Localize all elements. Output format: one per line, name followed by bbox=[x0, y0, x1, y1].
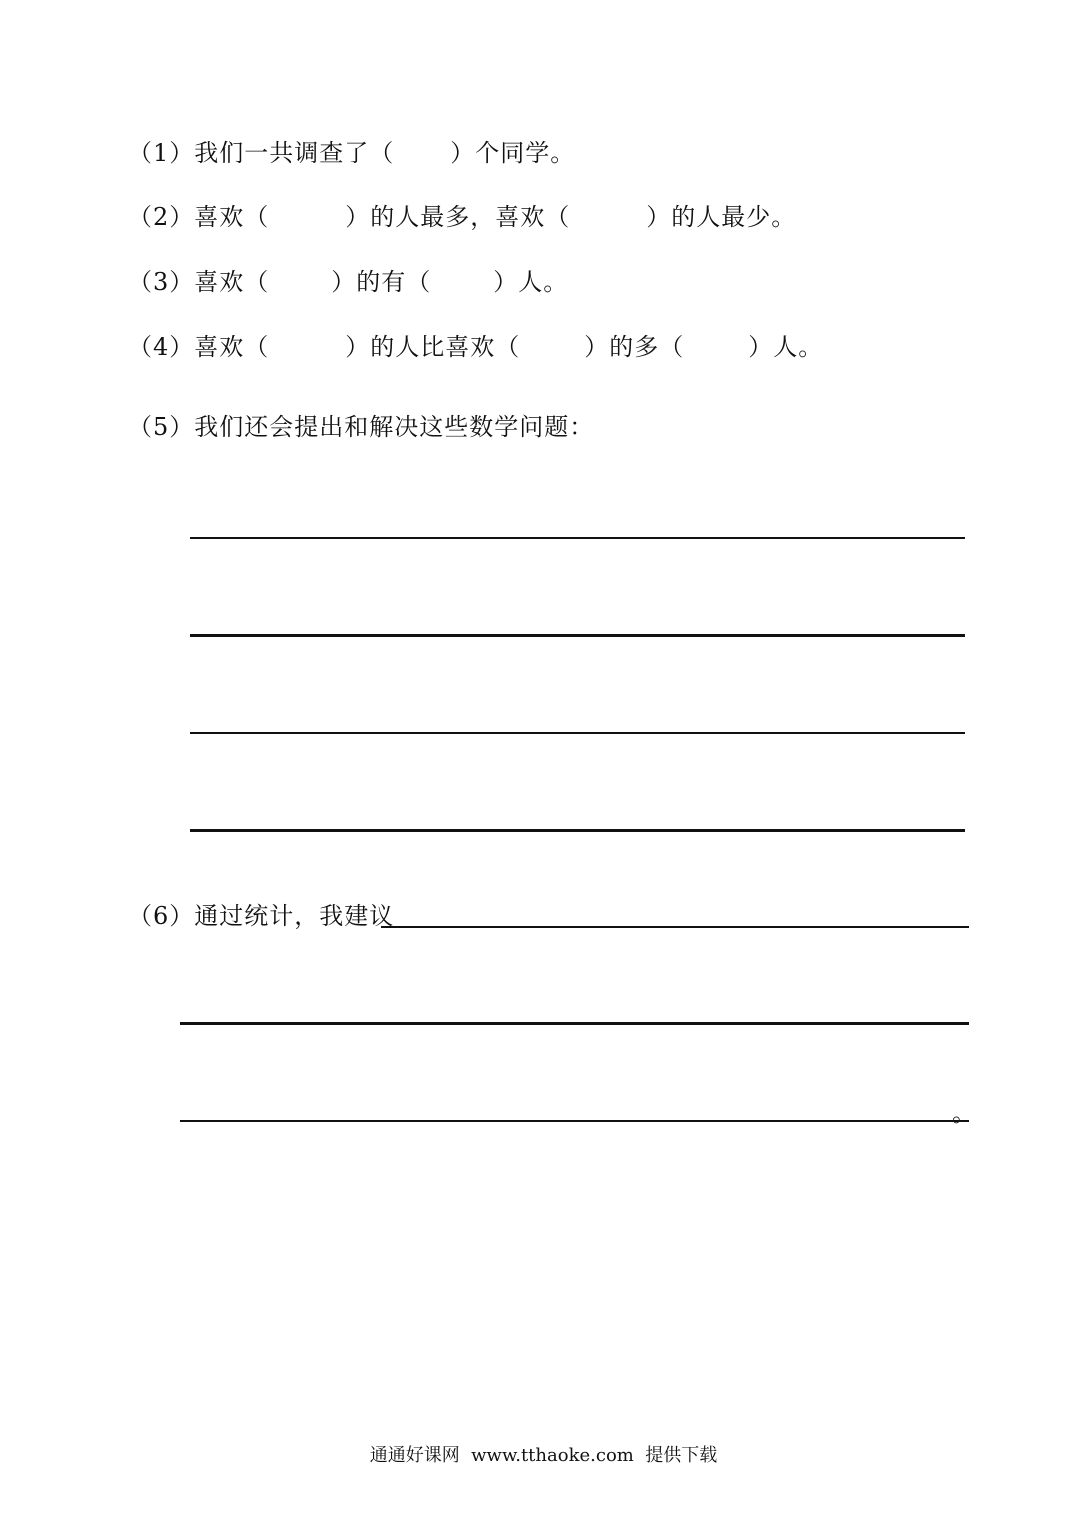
question-5-text: 我们还会提出和解决这些数学问题： bbox=[194, 413, 595, 441]
question-6 bbox=[128, 901, 394, 931]
question-2-text-b: ）的人最多，喜欢（ bbox=[345, 203, 571, 231]
question-2 bbox=[128, 202, 796, 232]
question-2-text-c: ）的人最少。 bbox=[646, 203, 797, 231]
question-3-number: （3） bbox=[128, 268, 195, 296]
question-3-text-a: 喜欢（ bbox=[194, 268, 270, 296]
question-4-text-d: ）人。 bbox=[748, 333, 824, 361]
page-footer: 通通好课网 www.tthaoke.com 提供下载 bbox=[369, 1445, 718, 1466]
question-6-answer-line-2[interactable] bbox=[180, 1022, 969, 1025]
question-5-answer-line-3[interactable] bbox=[190, 732, 965, 734]
question-3-text-b: ）的有（ bbox=[331, 268, 432, 296]
question-5-number: （5） bbox=[128, 413, 195, 441]
question-2-text-a: 喜欢（ bbox=[194, 203, 270, 231]
question-3-text-c: ）人。 bbox=[493, 268, 569, 296]
question-6-answer-line-1[interactable] bbox=[381, 926, 969, 928]
question-6-end-mark: 。 bbox=[952, 1099, 976, 1127]
question-5 bbox=[128, 412, 594, 442]
question-6-number: （6） bbox=[128, 902, 195, 930]
question-1 bbox=[128, 138, 575, 168]
question-5-answer-line-2[interactable] bbox=[190, 634, 965, 637]
question-1-text-a: 我们一共调查了（ bbox=[194, 139, 395, 167]
question-3 bbox=[128, 267, 568, 297]
question-4-number: （4） bbox=[128, 333, 195, 361]
question-4-text-b: ）的人比喜欢（ bbox=[345, 333, 521, 361]
question-1-number: （1） bbox=[128, 139, 195, 167]
question-6-text: 通过统计，我建议 bbox=[194, 902, 395, 930]
question-5-answer-line-4[interactable] bbox=[190, 829, 965, 832]
question-4-text-c: ）的多（ bbox=[584, 333, 685, 361]
question-4-text-a: 喜欢（ bbox=[194, 333, 270, 361]
question-4 bbox=[128, 332, 823, 362]
question-1-text-b: ）个同学。 bbox=[450, 139, 576, 167]
question-6-answer-line-3[interactable] bbox=[180, 1120, 969, 1122]
question-2-number: （2） bbox=[128, 203, 195, 231]
question-5-answer-line-1[interactable] bbox=[190, 537, 965, 539]
